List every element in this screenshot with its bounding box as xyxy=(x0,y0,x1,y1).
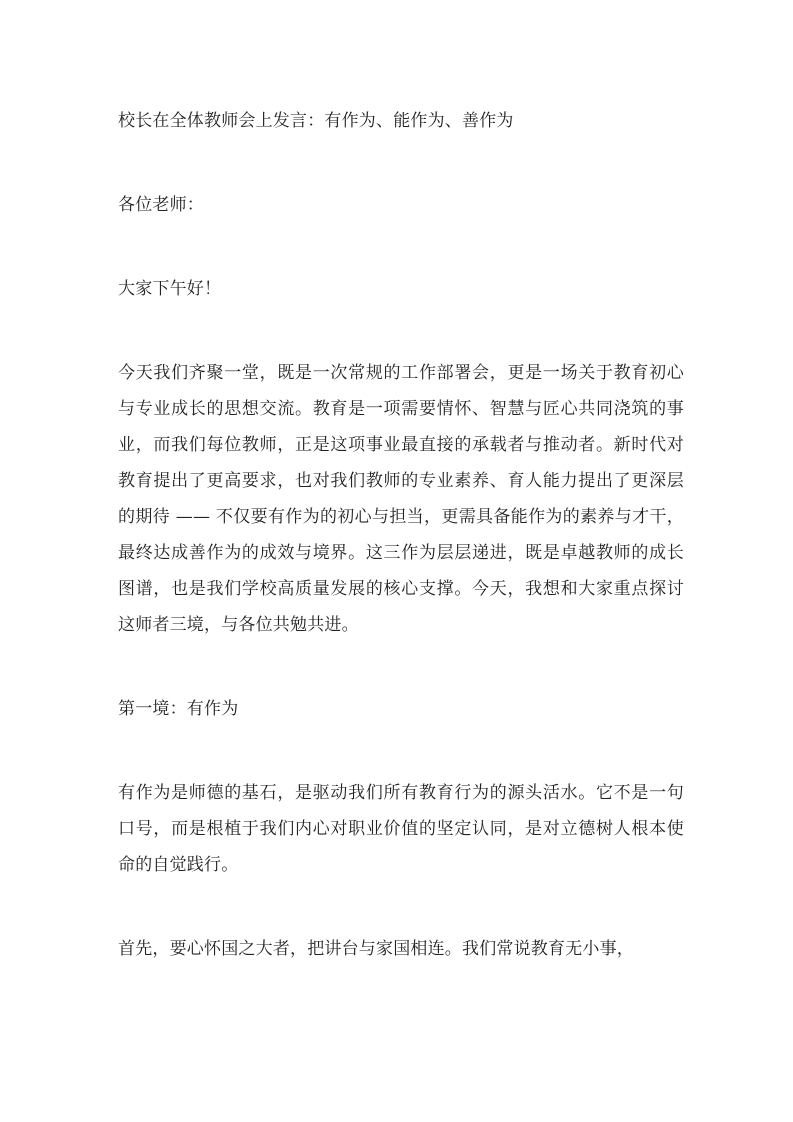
document-page xyxy=(118,103,684,1015)
greeting: 大家下午好！ xyxy=(118,279,222,299)
intro-paragraph: 今天我们齐聚一堂，既是一次常规的工作部署会，更是一场关于教育初心与专业成长的思想交流。教育是一项需要情怀、智慧与匠心共同浇筑的事业，而我们每位教师，正是这项事业最直接的承载者与推动者。新时代对教育提出了更高要求，也对我们教师的专业素养、育人能力提出了更深层的期待 —— 不仅要有作为的初心与担当，更需具备能作为的素养与才干，最终达成善作为的成效与境界。这三作为层层递进，既是卓越教师的成长图谱，也是我们学校高质量发展的核心支撑。今天，我想和大家重点探讨这师者三境，与各位共勉共进。 xyxy=(118,363,684,635)
section-heading: 第一境：有作为 xyxy=(118,699,239,719)
document-title: 校长在全体教师会上发言：有作为、能作为、善作为 xyxy=(118,111,514,131)
body-paragraph: 有作为是师德的基石，是驱动我们所有教育行为的源头活水。它不是一句口号，而是根植于我们内心对职业价值的坚定认同，是对立德树人根本使命的自觉践行。 xyxy=(118,783,684,875)
salutation: 各位老师： xyxy=(118,195,204,215)
body-paragraph: 首先，要心怀国之大者，把讲台与家国相连。我们常说教育无小事， xyxy=(118,939,634,959)
